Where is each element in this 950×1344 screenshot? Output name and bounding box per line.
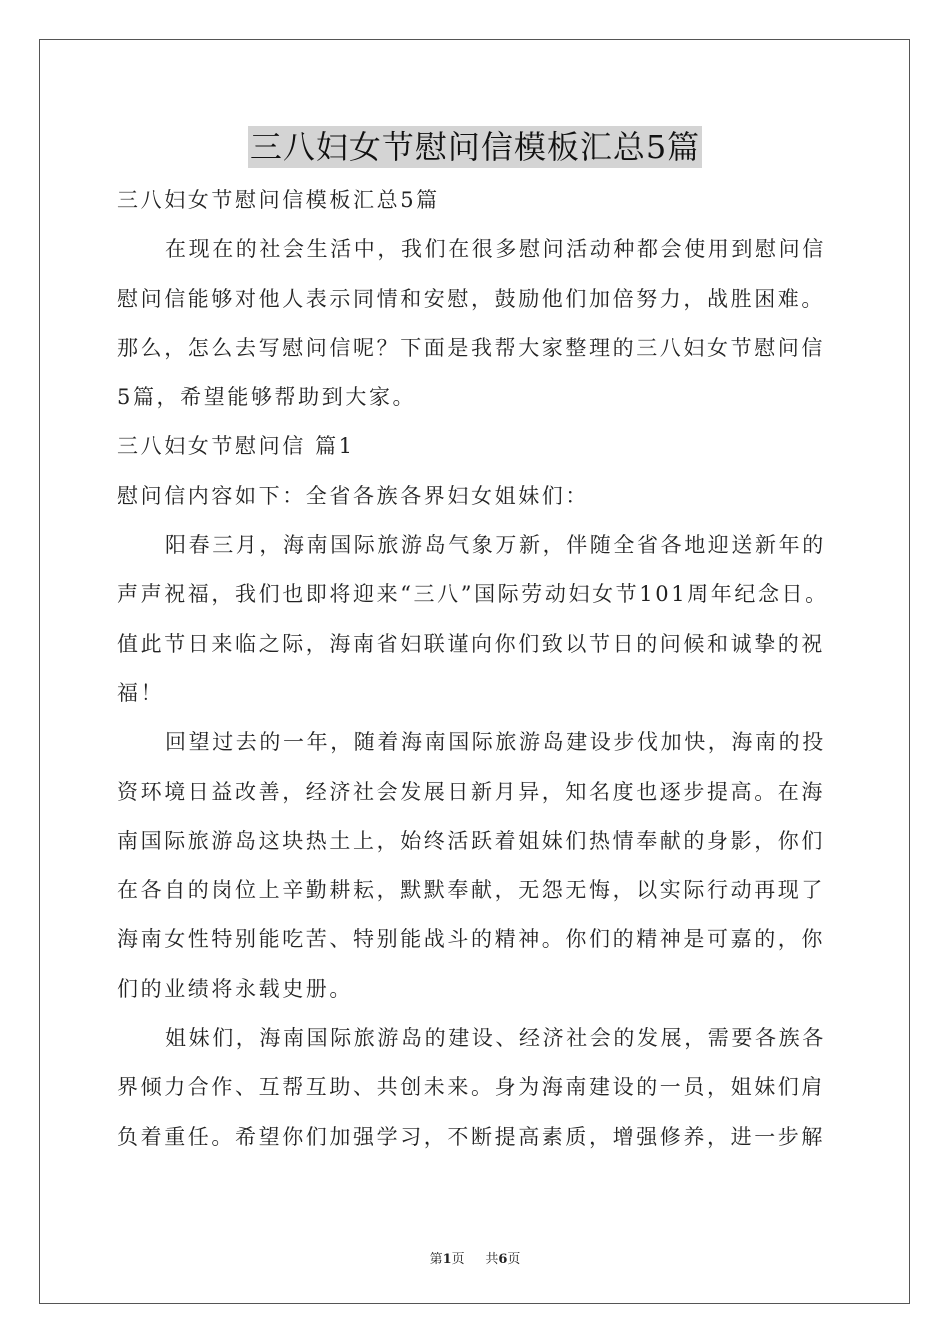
paragraph-line: 回望过去的一年，随着海南国际旅游岛建设步伐加快，海南的投 <box>165 730 826 755</box>
paragraph-line: 负着重任。希望你们加强学习，不断提高素质，增强修养，进一步解 <box>117 1124 825 1149</box>
paragraph-line: 在各自的岗位上辛勤耕耘，默默奉献，无怨无悔，以实际行动再现了 <box>117 878 825 903</box>
total-prefix: 共 <box>485 1252 499 1267</box>
page-number: 1 <box>442 1252 452 1267</box>
paragraph-line: 阳春三月，海南国际旅游岛气象万新，伴随全省各地迎送新年的 <box>165 533 826 558</box>
paragraph-line: 们的业绩将永载史册。 <box>117 976 353 1001</box>
document-body <box>117 180 837 1166</box>
page-suffix: 页 <box>451 1252 465 1267</box>
total-pages: 6 <box>498 1252 508 1267</box>
page-footer <box>0 1248 950 1267</box>
paragraph-line: 姐妹们，海南国际旅游岛的建设、经济社会的发展，需要各族各 <box>165 1026 826 1051</box>
paragraph-line: 资环境日益改善，经济社会发展日新月异，知名度也逐步提高。在海 <box>117 779 825 804</box>
paragraph-line: 海南女性特别能吃苦、特别能战斗的精神。你们的精神是可嘉的，你 <box>117 927 825 952</box>
title-container <box>0 126 950 168</box>
paragraph-line: 界倾力合作、互帮互助、共创未来。身为海南建设的一员，姐妹们肩 <box>117 1075 825 1100</box>
page-prefix: 第 <box>429 1252 443 1267</box>
paragraph-line: 慰问信内容如下：全省各族各界妇女姐妹们： <box>117 483 589 508</box>
subtitle-line: 三八妇女节慰问信模板汇总5篇 <box>117 188 440 212</box>
paragraph-line: 南国际旅游岛这块热土上，始终活跃着姐妹们热情奉献的身影，你们 <box>117 828 825 853</box>
paragraph-line: 值此节日来临之际，海南省妇联谨向你们致以节日的问候和诚挚的祝 <box>117 631 825 656</box>
paragraph-line: 5篇，希望能够帮助到大家。 <box>117 385 417 410</box>
paragraph-line: 那么，怎么去写慰问信呢？下面是我帮大家整理的三八妇女节慰问信 <box>117 335 825 360</box>
total-suffix: 页 <box>507 1252 521 1267</box>
paragraph-line: 慰问信能够对他人表示同情和安慰，鼓励他们加倍努力，战胜困难。 <box>117 286 825 311</box>
document-title: 三八妇女节慰问信模板汇总5篇 <box>249 128 701 166</box>
paragraph-line: 在现在的社会生活中，我们在很多慰问活动种都会使用到慰问信 <box>165 237 826 262</box>
paragraph-line: 声声祝福，我们也即将迎来“三八”国际劳动妇女节101周年纪念日。 <box>117 582 829 607</box>
paragraph-line: 福！ <box>117 680 165 705</box>
section-heading: 三八妇女节慰问信 篇1 <box>117 434 355 459</box>
